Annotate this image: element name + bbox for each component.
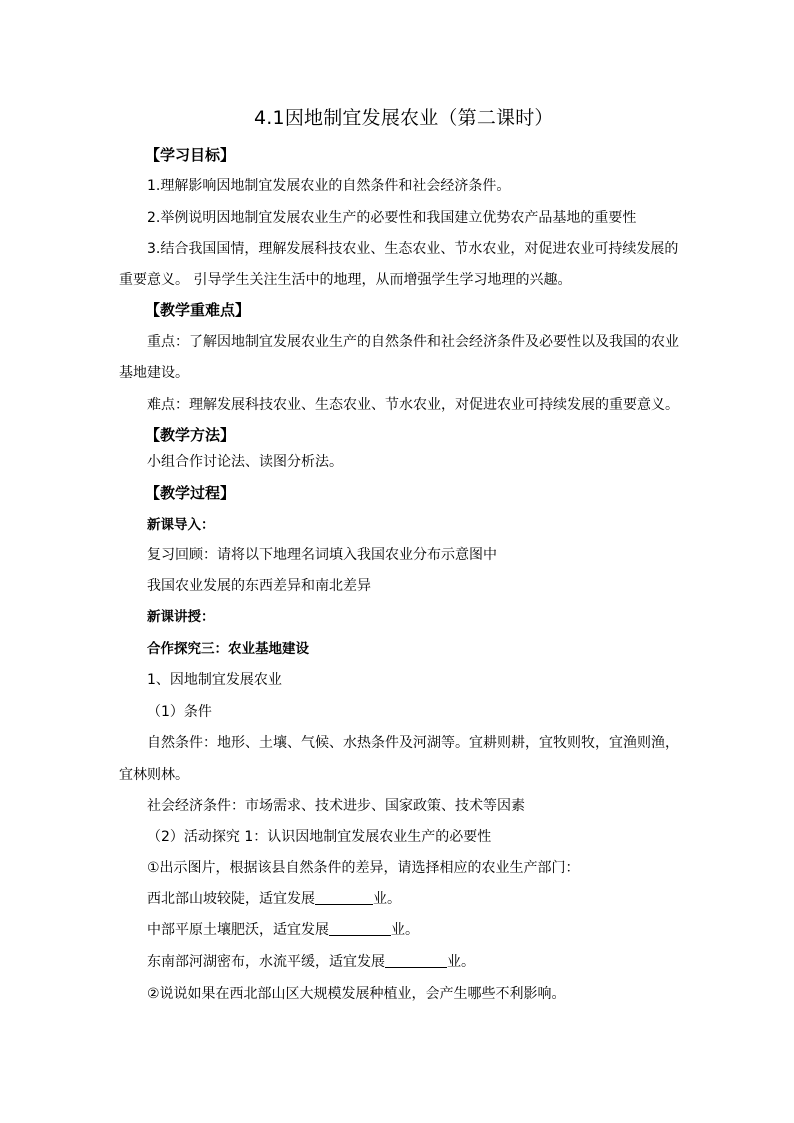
northwest-blank[interactable] [315,889,373,905]
objective-1: 1.理解影响因地制宜发展农业的自然条件和社会经济条件。 [147,178,511,194]
lesson-label: 新课讲授： [147,609,215,625]
section-heading-process: 【教学过程】 [145,484,236,502]
objective-2: 2.举例说明因地制宜发展农业生产的必要性和我国建立优势农产品基地的重要性 [147,210,637,226]
activity-heading: （2）活动探究 1：认识因地制宜发展农业生产的必要性 [147,829,492,845]
middle-text: 中部平原土壤肥沃，适宜发展 [147,922,329,938]
southeast-text: 东南部河湖密布，水流平缓，适宜发展 [147,954,385,970]
middle-blank[interactable] [329,920,391,936]
question-2: ②说说如果在西北部山区大规模发展种植业，会产生哪些不利影响。 [147,986,566,1002]
northwest-fill-line [147,889,401,909]
northwest-text: 西北部山坡较陡，适宜发展 [147,891,315,907]
middle-suffix: 业。 [391,922,419,938]
focus-line-1: 重点：了解因地制宜发展农业生产的自然条件和社会经济条件及必要性以及我国的农业 [147,334,679,350]
objective-3-line-1: 3.结合我国国情，理解发展科技农业、生态农业、节水农业，对促进农业可持续发展的 [147,241,679,257]
social-conditions: 社会经济条件：市场需求、技术进步、国家政策、技术等因素 [147,798,525,814]
methods-text: 小组合作讨论法、读图分析法。 [147,454,343,470]
section-heading-objectives: 【学习目标】 [145,146,236,164]
objective-3-line-2: 重要意义。 引导学生关注生活中的地理，从而增强学生学习地理的兴趣。 [119,272,572,288]
southeast-blank[interactable] [385,952,447,968]
question-1: ①出示图片，根据该县自然条件的差异，请选择相应的农业生产部门： [147,860,580,876]
item-1-heading: 1、因地制宜发展农业 [147,672,282,688]
middle-fill-line [147,920,419,940]
section-heading-key-points: 【教学重难点】 [145,301,251,319]
difficulty-line: 难点：理解发展科技农业、生态农业、节水农业，对促进农业可持续发展的重要意义。 [147,397,679,413]
review-text: 复习回顾：请将以下地理名词填入我国农业分布示意图中 [147,547,497,563]
northwest-suffix: 业。 [373,891,401,907]
southeast-fill-line [147,952,475,972]
focus-line-2: 基地建设。 [119,365,189,381]
conditions-heading: （1）条件 [147,704,212,720]
explore-three-heading: 合作探究三：农业基地建设 [147,641,309,657]
natural-conditions-line-1: 自然条件：地形、土壤、气候、水热条件及河湖等。宜耕则耕，宜牧则牧，宜渔则渔， [147,735,679,751]
section-heading-methods: 【教学方法】 [145,426,236,444]
page-title: 4.1因地制宜发展农业（第二课时） [254,107,554,129]
natural-conditions-line-2: 宜林则林。 [119,767,189,783]
intro-label: 新课导入： [147,517,215,533]
southeast-suffix: 业。 [447,954,475,970]
difference-text: 我国农业发展的东西差异和南北差异 [147,578,371,594]
